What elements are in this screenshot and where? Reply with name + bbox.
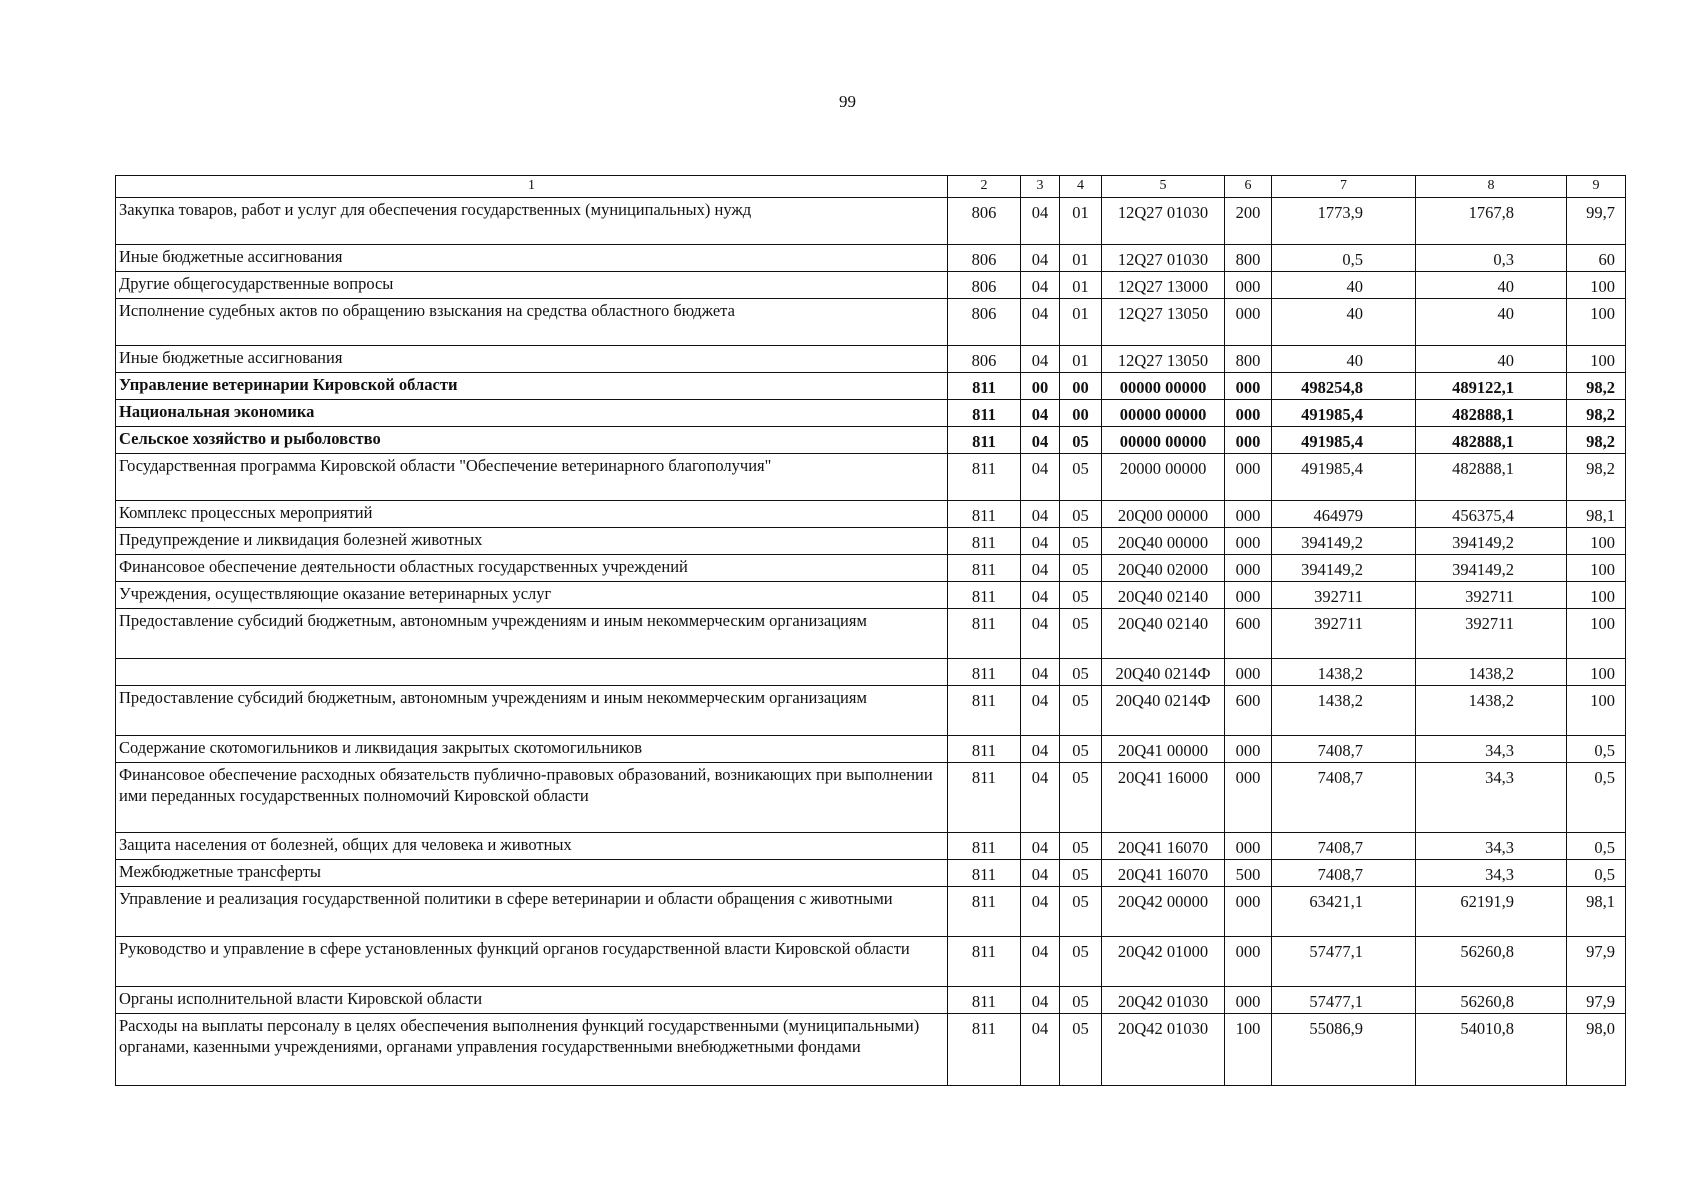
table-row (116, 272, 1626, 299)
cell-ministry-code: 811 (948, 887, 1021, 937)
cell-execution-percent: 100 (1567, 686, 1626, 736)
cell-execution-percent: 98,1 (1567, 887, 1626, 937)
cell-expense-name: Комплекс процессных мероприятий (116, 501, 948, 528)
cell-section: 04 (1021, 686, 1060, 736)
cell-execution-percent: 0,5 (1567, 736, 1626, 763)
cell-executed-amount: 34,3 (1416, 833, 1567, 860)
cell-target-article: 12Q27 01030 (1102, 245, 1225, 272)
cell-expense-name: Предоставление субсидий бюджетным, автономным учреждениям и иным некоммерческим организациям (116, 609, 948, 659)
cell-section: 04 (1021, 582, 1060, 609)
cell-execution-percent: 100 (1567, 346, 1626, 373)
cell-ministry-code: 806 (948, 272, 1021, 299)
cell-executed-amount: 62191,9 (1416, 887, 1567, 937)
cell-planned-amount: 7408,7 (1272, 833, 1416, 860)
cell-execution-percent: 99,7 (1567, 198, 1626, 245)
cell-execution-percent: 0,5 (1567, 763, 1626, 833)
cell-expense-type: 000 (1225, 659, 1272, 686)
cell-execution-percent: 97,9 (1567, 987, 1626, 1014)
cell-expense-name: Государственная программа Кировской области "Обеспечение ветеринарного благополучия" (116, 454, 948, 501)
cell-section: 04 (1021, 198, 1060, 245)
cell-planned-amount: 0,5 (1272, 245, 1416, 272)
cell-execution-percent: 0,5 (1567, 860, 1626, 887)
cell-subsection: 05 (1060, 987, 1102, 1014)
cell-executed-amount: 392711 (1416, 582, 1567, 609)
cell-planned-amount: 491985,4 (1272, 454, 1416, 501)
column-number-row (116, 176, 1626, 198)
table-row (116, 609, 1626, 659)
cell-planned-amount: 491985,4 (1272, 427, 1416, 454)
table-row (116, 686, 1626, 736)
cell-executed-amount: 1438,2 (1416, 659, 1567, 686)
cell-executed-amount: 40 (1416, 272, 1567, 299)
cell-ministry-code: 811 (948, 400, 1021, 427)
cell-target-article: 20Q41 16070 (1102, 860, 1225, 887)
cell-section: 04 (1021, 987, 1060, 1014)
cell-target-article: 00000 00000 (1102, 400, 1225, 427)
cell-expense-name: Содержание скотомогильников и ликвидация закрытых скотомогильников (116, 736, 948, 763)
cell-section: 04 (1021, 272, 1060, 299)
cell-target-article: 20Q41 16070 (1102, 833, 1225, 860)
cell-execution-percent: 98,1 (1567, 501, 1626, 528)
cell-expense-name: Предупреждение и ликвидация болезней животных (116, 528, 948, 555)
cell-subsection: 01 (1060, 299, 1102, 346)
cell-execution-percent: 100 (1567, 582, 1626, 609)
cell-ministry-code: 806 (948, 198, 1021, 245)
cell-execution-percent: 98,2 (1567, 373, 1626, 400)
column-number-6: 6 (1225, 176, 1272, 198)
cell-ministry-code: 811 (948, 686, 1021, 736)
cell-target-article: 00000 00000 (1102, 373, 1225, 400)
column-number-9: 9 (1567, 176, 1626, 198)
cell-expense-type: 000 (1225, 400, 1272, 427)
table-row (116, 346, 1626, 373)
table-row (116, 937, 1626, 987)
cell-executed-amount: 34,3 (1416, 860, 1567, 887)
cell-planned-amount: 1438,2 (1272, 659, 1416, 686)
cell-ministry-code: 811 (948, 860, 1021, 887)
cell-planned-amount: 7408,7 (1272, 763, 1416, 833)
cell-target-article: 20Q40 0214Ф (1102, 659, 1225, 686)
cell-subsection: 05 (1060, 427, 1102, 454)
cell-expense-type: 600 (1225, 686, 1272, 736)
cell-expense-type: 000 (1225, 736, 1272, 763)
budget-table (115, 175, 1626, 1086)
cell-expense-name: Иные бюджетные ассигнования (116, 245, 948, 272)
cell-subsection: 05 (1060, 860, 1102, 887)
cell-expense-type: 000 (1225, 937, 1272, 987)
cell-planned-amount: 40 (1272, 299, 1416, 346)
column-number-3: 3 (1021, 176, 1060, 198)
budget-table-wrapper (115, 175, 1626, 1086)
table-row (116, 1014, 1626, 1086)
cell-expense-type: 600 (1225, 609, 1272, 659)
cell-subsection: 05 (1060, 659, 1102, 686)
cell-planned-amount: 63421,1 (1272, 887, 1416, 937)
cell-expense-type: 800 (1225, 245, 1272, 272)
cell-expense-name: Предоставление субсидий бюджетным, автономным учреждениям и иным некоммерческим организациям (116, 686, 948, 736)
cell-subsection: 05 (1060, 887, 1102, 937)
cell-section: 04 (1021, 400, 1060, 427)
cell-executed-amount: 456375,4 (1416, 501, 1567, 528)
cell-subsection: 05 (1060, 1014, 1102, 1086)
cell-ministry-code: 811 (948, 763, 1021, 833)
cell-executed-amount: 1438,2 (1416, 686, 1567, 736)
cell-executed-amount: 34,3 (1416, 763, 1567, 833)
cell-ministry-code: 811 (948, 582, 1021, 609)
cell-execution-percent: 98,0 (1567, 1014, 1626, 1086)
cell-expense-type: 000 (1225, 987, 1272, 1014)
cell-section: 04 (1021, 454, 1060, 501)
cell-subsection: 05 (1060, 609, 1102, 659)
cell-planned-amount: 392711 (1272, 609, 1416, 659)
cell-expense-type: 000 (1225, 299, 1272, 346)
cell-expense-name: Расходы на выплаты персоналу в целях обеспечения выполнения функций государственными (муниципальными) органами, казенными учреждениями, органами управления государственными внебюджетными фондами (116, 1014, 948, 1086)
cell-expense-name: Другие общегосударственные вопросы (116, 272, 948, 299)
cell-executed-amount: 482888,1 (1416, 400, 1567, 427)
cell-target-article: 20Q40 02000 (1102, 555, 1225, 582)
cell-target-article: 20Q41 16000 (1102, 763, 1225, 833)
cell-section: 04 (1021, 245, 1060, 272)
cell-target-article: 20000 00000 (1102, 454, 1225, 501)
cell-section: 04 (1021, 346, 1060, 373)
cell-target-article: 20Q42 01030 (1102, 1014, 1225, 1086)
cell-ministry-code: 806 (948, 245, 1021, 272)
cell-target-article: 12Q27 13050 (1102, 346, 1225, 373)
cell-expense-type: 000 (1225, 833, 1272, 860)
cell-ministry-code: 811 (948, 736, 1021, 763)
cell-ministry-code: 811 (948, 501, 1021, 528)
cell-planned-amount: 57477,1 (1272, 937, 1416, 987)
cell-target-article: 12Q27 13000 (1102, 272, 1225, 299)
cell-target-article: 20Q00 00000 (1102, 501, 1225, 528)
cell-expense-type: 000 (1225, 763, 1272, 833)
cell-ministry-code: 811 (948, 833, 1021, 860)
cell-expense-type: 200 (1225, 198, 1272, 245)
cell-expense-name: Финансовое обеспечение деятельности областных государственных учреждений (116, 555, 948, 582)
cell-executed-amount: 1767,8 (1416, 198, 1567, 245)
cell-executed-amount: 482888,1 (1416, 427, 1567, 454)
cell-expense-name: Исполнение судебных актов по обращению взыскания на средства областного бюджета (116, 299, 948, 346)
cell-expense-type: 100 (1225, 1014, 1272, 1086)
cell-execution-percent: 60 (1567, 245, 1626, 272)
cell-executed-amount: 489122,1 (1416, 373, 1567, 400)
cell-subsection: 01 (1060, 272, 1102, 299)
cell-expense-type: 000 (1225, 887, 1272, 937)
cell-execution-percent: 100 (1567, 528, 1626, 555)
table-row (116, 501, 1626, 528)
cell-target-article: 20Q42 00000 (1102, 887, 1225, 937)
cell-execution-percent: 100 (1567, 659, 1626, 686)
column-number-2: 2 (948, 176, 1021, 198)
cell-subsection: 01 (1060, 346, 1102, 373)
table-row (116, 528, 1626, 555)
table-row (116, 400, 1626, 427)
cell-ministry-code: 811 (948, 937, 1021, 987)
table-row (116, 763, 1626, 833)
cell-expense-name: Руководство и управление в сфере установленных функций органов государственной власти Кировской области (116, 937, 948, 987)
cell-section: 04 (1021, 887, 1060, 937)
cell-ministry-code: 806 (948, 346, 1021, 373)
cell-executed-amount: 54010,8 (1416, 1014, 1567, 1086)
column-number-7: 7 (1272, 176, 1416, 198)
cell-executed-amount: 56260,8 (1416, 937, 1567, 987)
cell-ministry-code: 811 (948, 427, 1021, 454)
cell-target-article: 20Q40 02140 (1102, 582, 1225, 609)
page-number: 99 (839, 92, 856, 111)
cell-subsection: 05 (1060, 833, 1102, 860)
cell-planned-amount: 7408,7 (1272, 860, 1416, 887)
cell-section: 04 (1021, 427, 1060, 454)
cell-planned-amount: 40 (1272, 272, 1416, 299)
cell-section: 04 (1021, 1014, 1060, 1086)
cell-planned-amount: 1773,9 (1272, 198, 1416, 245)
cell-execution-percent: 98,2 (1567, 454, 1626, 501)
cell-target-article: 20Q42 01030 (1102, 987, 1225, 1014)
table-row (116, 373, 1626, 400)
cell-subsection: 05 (1060, 582, 1102, 609)
cell-execution-percent: 98,2 (1567, 400, 1626, 427)
cell-executed-amount: 394149,2 (1416, 528, 1567, 555)
cell-execution-percent: 97,9 (1567, 937, 1626, 987)
cell-target-article: 12Q27 01030 (1102, 198, 1225, 245)
cell-ministry-code: 811 (948, 659, 1021, 686)
cell-section: 04 (1021, 833, 1060, 860)
cell-planned-amount: 392711 (1272, 582, 1416, 609)
cell-executed-amount: 482888,1 (1416, 454, 1567, 501)
cell-ministry-code: 806 (948, 299, 1021, 346)
cell-expense-name: Национальная экономика (116, 400, 948, 427)
cell-execution-percent: 0,5 (1567, 833, 1626, 860)
cell-planned-amount: 498254,8 (1272, 373, 1416, 400)
column-number-5: 5 (1102, 176, 1225, 198)
cell-subsection: 05 (1060, 528, 1102, 555)
cell-expense-name: Управление и реализация государственной политики в сфере ветеринарии и области обращения с животными (116, 887, 948, 937)
cell-expense-name: Учреждения, осуществляющие оказание ветеринарных услуг (116, 582, 948, 609)
cell-subsection: 05 (1060, 686, 1102, 736)
cell-expense-name: Иные бюджетные ассигнования (116, 346, 948, 373)
cell-planned-amount: 55086,9 (1272, 1014, 1416, 1086)
cell-target-article: 20Q41 00000 (1102, 736, 1225, 763)
cell-expense-type: 000 (1225, 555, 1272, 582)
cell-subsection: 05 (1060, 763, 1102, 833)
cell-execution-percent: 100 (1567, 555, 1626, 582)
cell-section: 04 (1021, 763, 1060, 833)
cell-executed-amount: 0,3 (1416, 245, 1567, 272)
cell-target-article: 20Q40 02140 (1102, 609, 1225, 659)
cell-expense-type: 000 (1225, 528, 1272, 555)
cell-section: 00 (1021, 373, 1060, 400)
cell-planned-amount: 491985,4 (1272, 400, 1416, 427)
cell-section: 04 (1021, 736, 1060, 763)
cell-planned-amount: 7408,7 (1272, 736, 1416, 763)
cell-target-article: 20Q42 01000 (1102, 937, 1225, 987)
cell-expense-type: 000 (1225, 373, 1272, 400)
cell-section: 04 (1021, 860, 1060, 887)
table-row (116, 659, 1626, 686)
table-row (116, 299, 1626, 346)
table-row (116, 833, 1626, 860)
cell-expense-type: 800 (1225, 346, 1272, 373)
cell-executed-amount: 392711 (1416, 609, 1567, 659)
table-row (116, 245, 1626, 272)
cell-subsection: 01 (1060, 245, 1102, 272)
table-row (116, 427, 1626, 454)
table-row (116, 582, 1626, 609)
cell-expense-type: 000 (1225, 427, 1272, 454)
cell-planned-amount: 40 (1272, 346, 1416, 373)
cell-expense-type: 000 (1225, 272, 1272, 299)
cell-subsection: 05 (1060, 501, 1102, 528)
cell-execution-percent: 98,2 (1567, 427, 1626, 454)
table-row (116, 987, 1626, 1014)
cell-section: 04 (1021, 555, 1060, 582)
cell-target-article: 12Q27 13050 (1102, 299, 1225, 346)
cell-ministry-code: 811 (948, 454, 1021, 501)
column-number-8: 8 (1416, 176, 1567, 198)
cell-executed-amount: 56260,8 (1416, 987, 1567, 1014)
cell-expense-name: Закупка товаров, работ и услуг для обеспечения государственных (муниципальных) нужд (116, 198, 948, 245)
cell-target-article: 20Q40 0214Ф (1102, 686, 1225, 736)
cell-ministry-code: 811 (948, 373, 1021, 400)
cell-section: 04 (1021, 501, 1060, 528)
cell-subsection: 05 (1060, 937, 1102, 987)
cell-expense-name: Межбюджетные трансферты (116, 860, 948, 887)
cell-executed-amount: 40 (1416, 299, 1567, 346)
cell-subsection: 00 (1060, 373, 1102, 400)
cell-ministry-code: 811 (948, 528, 1021, 555)
cell-ministry-code: 811 (948, 987, 1021, 1014)
cell-target-article: 20Q40 00000 (1102, 528, 1225, 555)
cell-subsection: 01 (1060, 198, 1102, 245)
cell-executed-amount: 40 (1416, 346, 1567, 373)
cell-planned-amount: 1438,2 (1272, 686, 1416, 736)
cell-section: 04 (1021, 609, 1060, 659)
cell-subsection: 05 (1060, 454, 1102, 501)
cell-expense-name: Управление ветеринарии Кировской области (116, 373, 948, 400)
table-row (116, 454, 1626, 501)
table-row (116, 860, 1626, 887)
cell-expense-name: Финансовое обеспечение расходных обязательств публично-правовых образований, возникающих при выполнении ими переданных государственных полномочий Кировской области (116, 763, 948, 833)
cell-executed-amount: 34,3 (1416, 736, 1567, 763)
table-row (116, 198, 1626, 245)
cell-execution-percent: 100 (1567, 609, 1626, 659)
cell-expense-type: 000 (1225, 582, 1272, 609)
cell-section: 04 (1021, 299, 1060, 346)
cell-subsection: 05 (1060, 736, 1102, 763)
cell-section: 04 (1021, 659, 1060, 686)
cell-expense-name: Сельское хозяйство и рыболовство (116, 427, 948, 454)
cell-planned-amount: 394149,2 (1272, 555, 1416, 582)
cell-target-article: 00000 00000 (1102, 427, 1225, 454)
cell-ministry-code: 811 (948, 609, 1021, 659)
cell-planned-amount: 464979 (1272, 501, 1416, 528)
cell-ministry-code: 811 (948, 555, 1021, 582)
cell-section: 04 (1021, 528, 1060, 555)
table-row (116, 736, 1626, 763)
cell-section: 04 (1021, 937, 1060, 987)
cell-expense-name (116, 659, 948, 686)
cell-subsection: 05 (1060, 555, 1102, 582)
cell-ministry-code: 811 (948, 1014, 1021, 1086)
cell-expense-type: 500 (1225, 860, 1272, 887)
cell-expense-type: 000 (1225, 501, 1272, 528)
table-row (116, 555, 1626, 582)
column-number-4: 4 (1060, 176, 1102, 198)
cell-expense-type: 000 (1225, 454, 1272, 501)
cell-planned-amount: 57477,1 (1272, 987, 1416, 1014)
cell-expense-name: Органы исполнительной власти Кировской области (116, 987, 948, 1014)
table-row (116, 887, 1626, 937)
cell-subsection: 00 (1060, 400, 1102, 427)
cell-execution-percent: 100 (1567, 299, 1626, 346)
cell-executed-amount: 394149,2 (1416, 555, 1567, 582)
cell-expense-name: Защита населения от болезней, общих для человека и животных (116, 833, 948, 860)
cell-planned-amount: 394149,2 (1272, 528, 1416, 555)
cell-execution-percent: 100 (1567, 272, 1626, 299)
column-number-1: 1 (116, 176, 948, 198)
